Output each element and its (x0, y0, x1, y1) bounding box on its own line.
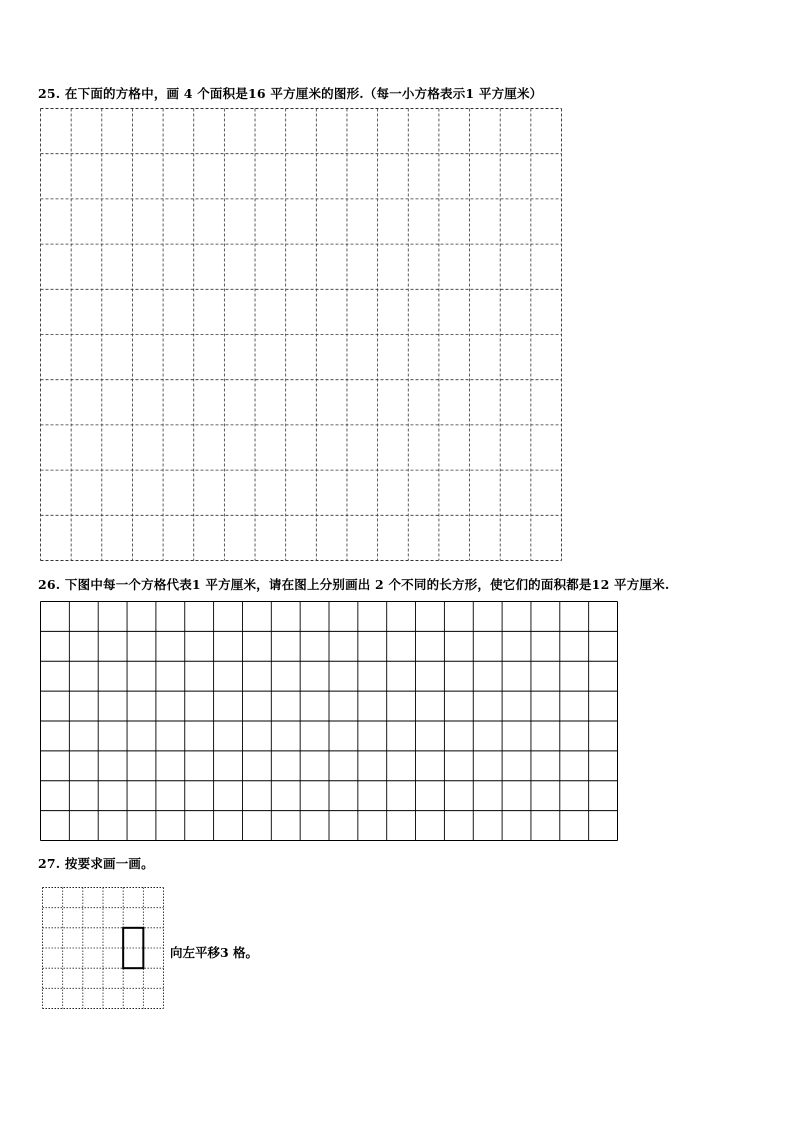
q27-instruction: 向左平移3 格。 (170, 945, 259, 960)
q26-number: 26. (38, 577, 61, 592)
q26-text: 下图中每一个方格代表1 平方厘米，请在图上分别画出 2 个不同的长方形，使它们的面积都是12 平方厘米. (64, 577, 670, 592)
q27-heading (38, 854, 154, 872)
q27-number: 27. (38, 856, 61, 871)
q25-text: 在下面的方格中，画 4 个面积是16 平方厘米的图形.（每一小方格表示1 平方厘米） (64, 86, 543, 101)
q25-number: 25. (38, 86, 61, 101)
q27-text: 按要求画一画。 (64, 856, 154, 871)
q26-heading (38, 575, 669, 593)
